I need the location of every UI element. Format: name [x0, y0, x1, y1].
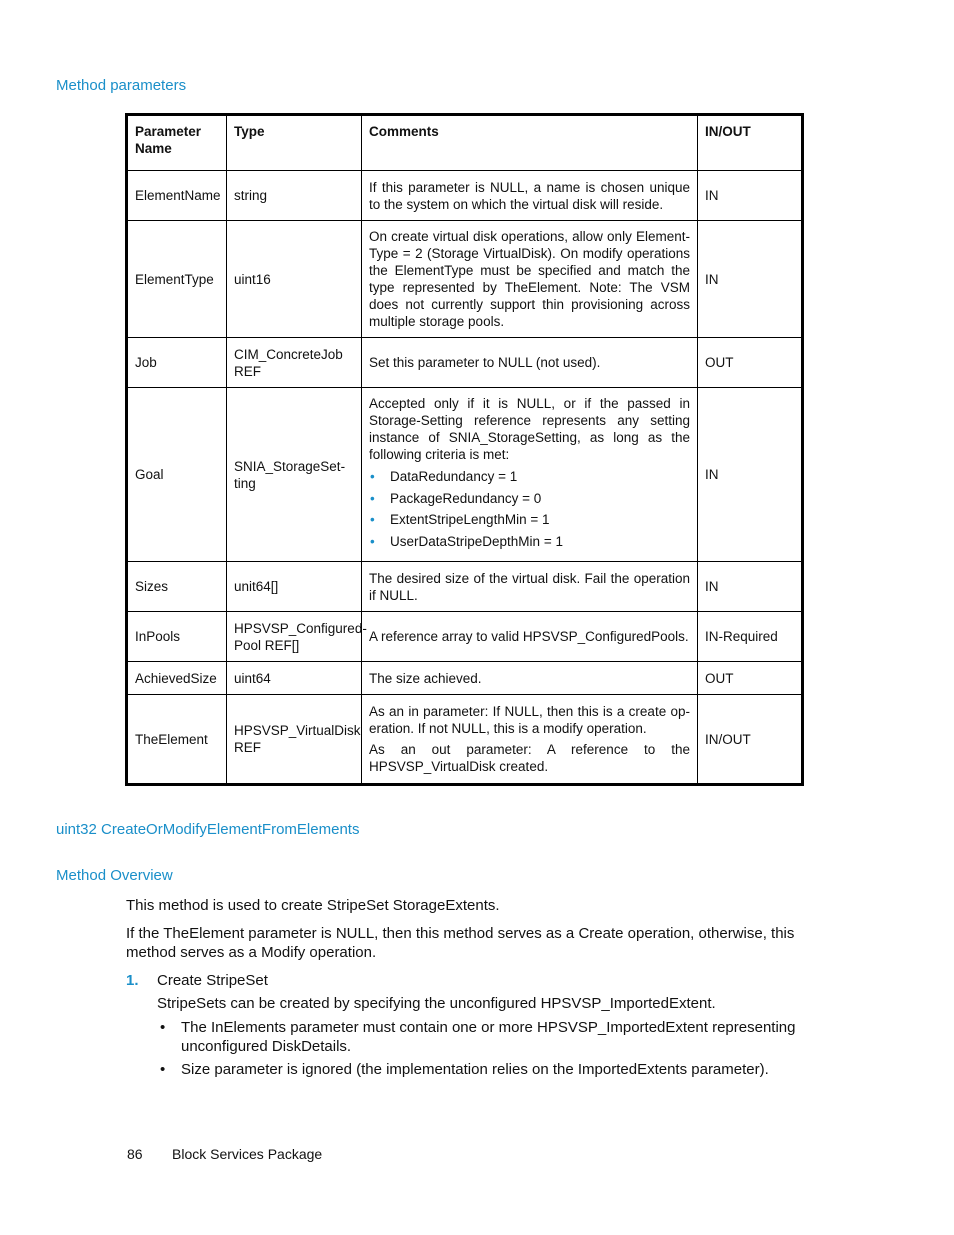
bullet-icon: • [370, 490, 375, 506]
param-inout-cell: IN [698, 388, 803, 562]
footer-title: Block Services Package [172, 1146, 323, 1162]
header-type: Type [227, 115, 362, 171]
step-label: Create StripeSet [157, 972, 268, 989]
comment-paragraph: As an in parameter: If NULL, then this is a create op-eration. If not NULL, this is a modify operation. [369, 704, 690, 736]
header-parameter-name: Parameter Name [127, 115, 227, 171]
header-comments: Comments [362, 115, 698, 171]
overview-paragraph: If the TheElement parameter is NULL, then this method serves as a Create operation, otherwise, this method serves as a Modify operation. [126, 925, 795, 961]
param-comment-cell: If this parameter is NULL, a name is chosen unique to the system on which the virtual disk will reside. [362, 171, 698, 221]
parameters-table [125, 113, 804, 786]
table-row [127, 221, 803, 338]
param-type-cell: HPSVSP_VirtualDisk REF [227, 695, 362, 785]
param-name-cell: Sizes [127, 562, 227, 612]
param-comment-cell: Set this parameter to NULL (not used). [362, 338, 698, 388]
param-type-cell: uint16 [227, 221, 362, 338]
comment-paragraph: As an out parameter: A reference to the HPSVSP_VirtualDisk created. [369, 742, 690, 774]
param-name-cell: ElementType [127, 221, 227, 338]
list-item: The InElements parameter must contain one or more HPSVSP_ImportedExtent representing unconfigured DiskDetails. [181, 1019, 796, 1055]
param-comment-cell: On create virtual disk operations, allow only Element-Type = 2 (Storage VirtualDisk). On modify operations the ElementType must be specified and match the type represented by TheElement. Note: The VSM does not currently support thin provisioning across multiple storage pools. [362, 221, 698, 338]
header-in-out: IN/OUT [698, 115, 803, 171]
table-row [127, 388, 803, 562]
param-type-cell: SNIA_StorageSet-ting [227, 388, 362, 562]
list-item: • PackageRedundancy = 0 [369, 488, 690, 510]
param-type-cell: string [227, 171, 362, 221]
param-name-cell: AchievedSize [127, 662, 227, 695]
param-comment-cell: The size achieved. [362, 662, 698, 695]
table-row [127, 662, 803, 695]
criteria-list [369, 466, 690, 552]
table-row [127, 562, 803, 612]
param-name-cell: ElementName [127, 171, 227, 221]
param-name-cell: TheElement [127, 695, 227, 785]
param-name-cell: Goal [127, 388, 227, 562]
page-number: 86 [127, 1146, 143, 1162]
method-name-heading: uint32 CreateOrModifyElementFromElements [56, 821, 360, 838]
param-name-cell: Job [127, 338, 227, 388]
goal-comment-text: Accepted only if it is NULL, or if the passed in Storage-Setting reference represents any setting instance of SNIA_StorageSetting, as long as the following criteria is met: [369, 396, 690, 462]
param-inout-cell: OUT [698, 662, 803, 695]
list-item: • UserDataStripeDepthMin = 1 [369, 531, 690, 553]
param-inout-cell: IN [698, 171, 803, 221]
bullet-icon: • [370, 469, 375, 484]
param-inout-cell: IN-Required [698, 612, 803, 662]
table-row [127, 695, 803, 785]
step-description: StripeSets can be created by specifying the unconfigured HPSVSP_ImportedExtent. [157, 995, 716, 1012]
param-comment-cell [362, 695, 698, 785]
bullet-icon: • [370, 512, 375, 527]
bullet-icon: • [160, 1019, 166, 1036]
param-inout-cell: IN [698, 221, 803, 338]
bullet-icon: • [370, 533, 375, 549]
list-item: • DataRedundancy = 1 [369, 466, 690, 488]
table-row [127, 338, 803, 388]
param-inout-cell: IN/OUT [698, 695, 803, 785]
param-comment-cell: A reference array to valid HPSVSP_ConfiguredPools. [362, 612, 698, 662]
param-comment-cell: The desired size of the virtual disk. Fail the operation if NULL. [362, 562, 698, 612]
table-header-row [127, 115, 803, 171]
param-type-cell: HPSVSP_Configured-Pool REF[] [227, 612, 362, 662]
overview-paragraph: This method is used to create StripeSet StorageExtents. [126, 897, 500, 914]
bullet-icon: • [160, 1061, 166, 1078]
param-type-cell: uint64 [227, 662, 362, 695]
table-row [127, 171, 803, 221]
param-type-cell: unit64[] [227, 562, 362, 612]
section-heading-method-parameters: Method parameters [56, 77, 187, 94]
param-inout-cell: IN [698, 562, 803, 612]
step-number: 1. [126, 972, 139, 989]
section-heading-method-overview: Method Overview [56, 867, 173, 884]
param-inout-cell: OUT [698, 338, 803, 388]
list-item: • ExtentStripeLengthMin = 1 [369, 509, 690, 531]
list-item: Size parameter is ignored (the implementation relies on the ImportedExtents parameter). [181, 1061, 769, 1078]
table-row [127, 612, 803, 662]
param-name-cell: InPools [127, 612, 227, 662]
param-comment-cell [362, 388, 698, 562]
param-type-cell: CIM_ConcreteJob REF [227, 338, 362, 388]
